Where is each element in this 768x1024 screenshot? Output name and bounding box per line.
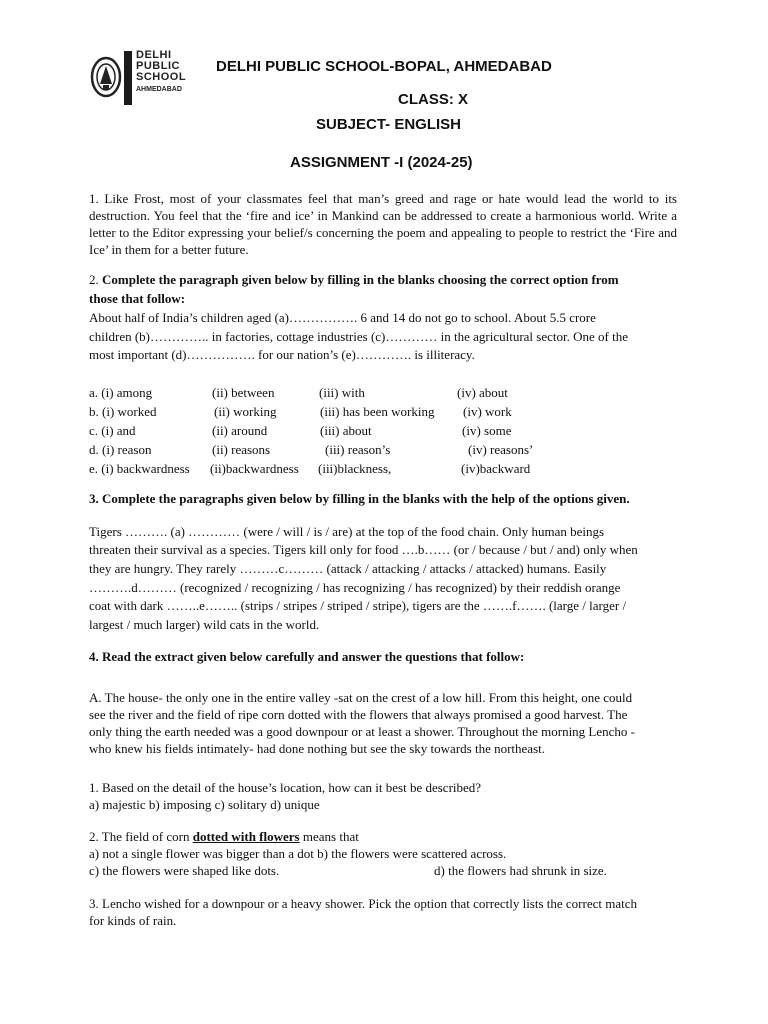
- option-cell: (iv) about: [457, 385, 508, 400]
- question-3-para-line: largest / much larger) wild cats in the world.: [89, 617, 320, 632]
- option-cell: (iv) reasons’: [468, 442, 534, 457]
- option-cell: (iv) some: [462, 423, 512, 438]
- school-name: DELHI PUBLIC SCHOOL-BOPAL, AHMEDABAD: [216, 58, 552, 75]
- logo-subtitle: AHMEDABAD: [136, 86, 182, 93]
- question-3-para-line: Tigers ………. (a) ………… (were / will / is / are) at the top of the food chain. Only human beings: [89, 524, 605, 539]
- extract-line: A. The house- the only one in the entire valley -sat on the crest of a low hill. From this height, one could: [89, 690, 633, 705]
- question-3-heading: 3. Complete the paragraphs given below by filling in the blanks with the help of the options given.: [89, 491, 630, 506]
- question-2-para-line: most important (d)……………. for our nation’s (e)…………. is illiteracy.: [89, 347, 475, 362]
- option-cell: (iii)blackness,: [318, 461, 392, 476]
- logo-text: [136, 50, 186, 95]
- subquestion-2-options-1: a) not a single flower was bigger than a dot b) the flowers were scattered across.: [89, 846, 507, 861]
- subquestion-2: [89, 828, 359, 846]
- subquestion-3-line: for kinds of rain.: [89, 913, 177, 928]
- question-2-para-line: About half of India’s children aged (a)……………. 6 and 14 do not go to school. About 5.5 crore: [89, 310, 596, 325]
- question-4-heading: 4. Read the extract given below carefully and answer the questions that follow:: [89, 649, 525, 664]
- assignment-title: ASSIGNMENT -I (2024-25): [290, 154, 473, 171]
- question-3-para-line: ……….d……… (recognized / recognizing / has recognizing / has recognized) by their reddish orange: [89, 580, 621, 595]
- option-cell: (ii) reasons: [212, 442, 271, 457]
- logo-line-2: PUBLIC: [136, 60, 180, 72]
- option-cell: (iv)backward: [461, 461, 531, 476]
- subquestion-1-options: a) majestic b) imposing c) solitary d) unique: [89, 797, 320, 812]
- subquestion-2-text: 2. The field of corn: [89, 829, 193, 844]
- extract-line: only thing the earth needed was a good downpour or at least a shower. Throughout the morning Lencho -: [89, 724, 635, 739]
- subquestion-2-text-end: means that: [299, 829, 359, 844]
- option-cell: (iii) about: [320, 423, 372, 438]
- option-cell: (iii) with: [319, 385, 365, 400]
- question-2-heading: [89, 271, 619, 289]
- option-cell: (ii) working: [214, 404, 277, 419]
- extract-line: who knew his fields intimately- had done nothing but see the sky towards the northeast.: [89, 741, 545, 756]
- subquestion-2-option-c: c) the flowers were shaped like dots.: [89, 863, 280, 878]
- logo-line-1: DELHI: [136, 49, 172, 61]
- question-2-instruction-cont: those that follow:: [89, 291, 186, 306]
- subquestion-2-option-d: d) the flowers had shrunk in size.: [434, 863, 607, 878]
- option-cell: c. (i) and: [89, 423, 136, 438]
- option-cell: (iii) reason’s: [325, 442, 391, 457]
- question-3-para-line: threaten their survival as a species. Tigers kill only for food ….b…… (or / because / but / and) only when: [89, 542, 638, 557]
- option-cell: b. (i) worked: [89, 404, 157, 419]
- option-cell: (ii) between: [212, 385, 275, 400]
- question-2-number: 2.: [89, 272, 102, 287]
- school-emblem-icon: [90, 54, 122, 100]
- school-logo: [90, 48, 190, 110]
- subquestion-3-line: 3. Lencho wished for a downpour or a heavy shower. Pick the option that correctly lists the correct match: [89, 896, 638, 911]
- option-cell: (ii) around: [212, 423, 268, 438]
- logo-line-3: SCHOOL: [136, 71, 187, 83]
- option-cell: (iii) has been working: [320, 404, 435, 419]
- extract-line: see the river and the field of ripe corn dotted with the flowers that always promised a good harvest. The: [89, 707, 628, 722]
- question-3-para-line: they are hungry. They rarely ………c……… (attack / attacking / attacks / attacked) humans. Easily: [89, 561, 607, 576]
- option-cell: d. (i) reason: [89, 442, 152, 457]
- question-2-para-line: children (b)………….. in factories, cottage industries (c)………… in the agricultural sector. One of the: [89, 329, 628, 344]
- subject-label: SUBJECT- ENGLISH: [316, 116, 462, 133]
- logo-bar: [124, 51, 132, 105]
- subquestion-2-underlined: dotted with flowers: [192, 829, 300, 844]
- class-label: CLASS: X: [398, 91, 469, 108]
- option-cell: a. (i) among: [89, 385, 153, 400]
- subquestion-1: 1. Based on the detail of the house’s location, how can it best be described?: [89, 780, 482, 795]
- question-1: 1. Like Frost, most of your classmates feel that man’s greed and rage or hate would lead the world to its destruction. You feel that the ‘fire and ice’ in Mankind can be addressed to create a harmonious world. Write a letter to the Editor expressing your belief/s concerning the poem and appealing to people to restrict the ‘Fire and Ice’ in them for a better future.: [89, 191, 677, 257]
- question-3-para-line: coat with dark ……..e…….. (strips / stripes / striped / stripe), tigers are the …….f……. (large / larger /: [89, 598, 627, 613]
- question-2-instruction: Complete the paragraph given below by filling in the blanks choosing the correct option from: [102, 272, 619, 287]
- option-cell: (ii)backwardness: [210, 461, 299, 476]
- option-cell: e. (i) backwardness: [89, 461, 190, 476]
- option-cell: (iv) work: [463, 404, 512, 419]
